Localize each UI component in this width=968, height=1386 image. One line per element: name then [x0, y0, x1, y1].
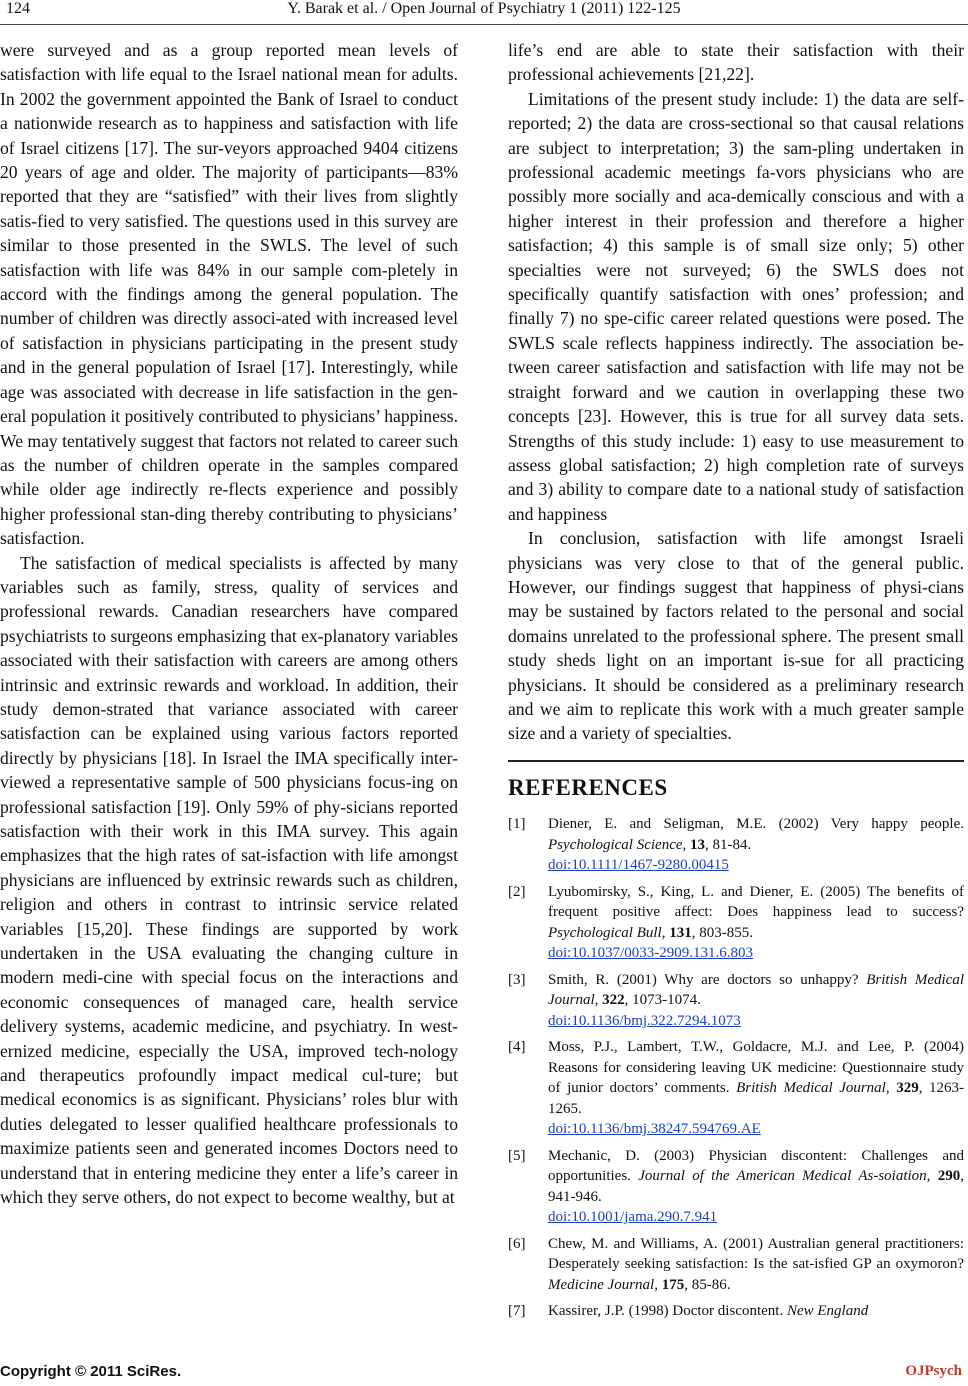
- reference-number: [7]: [508, 1303, 526, 1320]
- reference-pages: , 81-84.: [705, 836, 752, 853]
- reference-citation: Chew, M. and Williams, A. (2001) Australian general practitioners: Desperately seeking satisfaction: Is the sat-isfied GP an oxymoron?: [548, 1235, 964, 1273]
- doi-link[interactable]: doi:10.1136/bmj.322.7294.1073: [548, 1012, 741, 1029]
- reference-citation: Kassirer, J.P. (1998) Doctor discontent.: [548, 1303, 787, 1320]
- doi-link[interactable]: doi:10.1136/bmj.38247.594769.AE: [548, 1121, 761, 1138]
- reference-citation: Lyubomirsky, S., King, L. and Diener, E. (2005) The benefits of frequent positive affect: Does happiness lead to success?: [548, 883, 964, 921]
- reference-journal: Medicine Journal: [548, 1276, 655, 1293]
- reference-pages: , 1263-1265.: [548, 1080, 965, 1117]
- reference-number: [3]: [508, 971, 526, 988]
- reference-pages: , 803-855.: [691, 924, 753, 941]
- reference-text: [548, 882, 964, 964]
- reference-text: [548, 1234, 964, 1296]
- reference-volume: 175: [661, 1276, 685, 1293]
- reference-volume: 322: [602, 992, 625, 1009]
- page-number: 124: [6, 0, 30, 17]
- reference-volume: 329: [896, 1080, 919, 1097]
- body-paragraph: Limitations of the present study include: 1) the data are self-reported; 2) the data are cross-sectional so that causal relations are subject to interpretation; 3) the sam-pling undertaken in professional academic meetings fa-vors physicians who are possibly more socially and aca-demically conscious and with a higher interest in their profession and therefore a higher satisfaction; 4) this sample is of small size only; 5) other specialties were not surveyed; 6) the SWLS does not specifically quantify satisfaction with ones’ profession; and finally 7) no spe-cific career related questions were posed. The SWLS scale reflects happiness indirectly. The association be-tween career satisfaction and satisfaction with life may not be straight forward and we caution in overlapping these two concepts [23]. However, this is true for all survey data sets. Strengths of this study include: 1) easy to use measurement to assess global satisfaction; 2) high completion rate of surveys and 3) ability to compare date to a national study of satisfaction and happiness: [508, 88, 964, 524]
- reference-journal: Psychological Bull: [548, 924, 662, 941]
- body-paragraph: The satisfaction of medical specialists is affected by many variables such as family, stress, quality of services and professional rewards. Canadian researchers have compared psychiatrists to surgeons emphasizing that ex-planatory variables associated with their satisfaction with careers are among others intrinsic and extrinsic rewards and workload. In addition, their study demon-strated that variance associated with career satisfaction can be explained using various factors reported directly by physicians [18]. In Israel the IMA specifically inter-viewed a representative sample of 500 physicians focus-ing on professional satisfaction [19]. Only 59% of phy-sicians reported satisfaction with their work in this IMA survey. This again emphasizes that the high rates of sat-isfaction with life amongst physicians are influenced by extrinsic rewards such as children, religion and others in contrast to intrinsic service related variables [15,20]. These findings are supported by work undertaken in the USA evaluating the changing culture in modern medi-cine with special focus on the interactions and economic consequences of managed care, health service delivery systems, academic medicine, and psychiatry. In west-ernized medicine, especially the USA, improved tech-nology and therapeutics profoundly impact medical cul-ture; but medical economics is as significant. Physicians’ roles blur with duties delegated to lesser qualified healthcare professionals to maximize patients seen and generated incomes Doctors need to understand that in entering medicine they enter a life’s career in which they serve others, do not expect to become wealthy, but at: [0, 552, 458, 1208]
- reference-text: [548, 1037, 964, 1140]
- reference-item: [508, 1146, 964, 1228]
- left-column: [0, 38, 458, 1210]
- section-rule: [508, 760, 964, 762]
- running-head: Y. Barak et al. / Open Journal of Psychiatry 1 (2011) 122-125: [287, 0, 681, 17]
- reference-separator: ,: [654, 1276, 662, 1293]
- reference-text: [548, 814, 964, 876]
- reference-pages: , 1073-1074.: [624, 992, 701, 1009]
- reference-journal: British Medical Journal: [548, 971, 964, 1009]
- reference-item: [508, 882, 964, 964]
- references-heading: REFERENCES: [508, 774, 668, 800]
- reference-separator: ,: [661, 924, 670, 941]
- reference-citation: Diener, E. and Seligman, M.E. (2002) Very happy people.: [548, 816, 964, 833]
- reference-pages: , 941-946.: [548, 1168, 964, 1205]
- header-rule: [0, 24, 968, 25]
- body-paragraph: In conclusion, satisfaction with life amongst Israeli physicians was very close to that of the general public. However, our findings suggest that happiness of physi-cians may be sustained by factors related to the personal and social domains unrelated to the professional sphere. The present small study sheds light on an important is-sue for all practicing physicians. It should be considered as a preliminary research and we aim to replicate this work with a much greater sample size and a variety of specialties.: [508, 528, 964, 744]
- reference-item: [508, 1037, 964, 1140]
- reference-pages: , 85-86.: [684, 1276, 731, 1293]
- reference-item: [508, 1234, 964, 1296]
- doi-link[interactable]: doi:10.1111/1467-9280.00415: [548, 857, 729, 874]
- reference-item: [508, 814, 964, 876]
- body-paragraph: were surveyed and as a group reported mean levels of satisfaction with life equal to the Israel national mean for adults. In 2002 the government appointed the Bank of Israel to conduct a nationwide research as to happiness and satisfaction with life of Israel citizens [17]. The sur-veyors approached 9404 citizens 20 years of age and older. The majority of participants—83% reported that they are “satisfied” with their lives from slightly satis-fied to very satisfied. The questions used in this survey are similar to those presented in the SWLS. The level of such satisfaction with life was 84% in our sample com-pletely in accord with the findings among the general population. The number of children was directly associ-ated with increased level of satisfaction in physicians participating in the present study and in the general population of Israel [17]. Interestingly, while age was associated with decrease in life satisfaction in the gen-eral population it positively contributed to physicians’ happiness. We may tentatively suggest that factors not related to career such as the number of children operate in the samples compared while older age indirectly re-flects experience and possibly higher professional stan-ding thereby contributing to physicians’ satisfaction.: [0, 40, 459, 549]
- reference-number: [5]: [508, 1147, 526, 1164]
- reference-number: [6]: [508, 1235, 526, 1252]
- reference-citation: Mechanic, D. (2003) Physician discontent: Challenges and opportunities.: [548, 1147, 964, 1185]
- doi-link[interactable]: doi:10.1037/0033-2909.131.6.803: [548, 945, 753, 962]
- reference-citation: Moss, P.J., Lambert, T.W., Goldacre, M.J. and Lee, P. (2004) Reasons for considering leaving UK medicine: Questionnaire study of junior doctors’ comments.: [548, 1039, 964, 1097]
- reference-volume: 131: [669, 924, 692, 941]
- reference-volume: 290: [937, 1168, 961, 1185]
- reference-separator: ,: [682, 836, 691, 853]
- reference-number: [4]: [508, 1039, 526, 1056]
- reference-text: [548, 1146, 964, 1228]
- body-paragraph: life’s end are able to state their satisfaction with their professional achievements [21,22].: [508, 40, 964, 85]
- reference-item: [508, 970, 964, 1032]
- reference-separator: ,: [926, 1168, 938, 1185]
- reference-journal: Psychological Science: [548, 836, 683, 853]
- reference-number: [2]: [508, 883, 526, 900]
- journal-abbrev: OJPsych: [905, 1363, 962, 1379]
- reference-separator: ,: [594, 992, 603, 1009]
- reference-separator: ,: [885, 1080, 897, 1097]
- doi-link[interactable]: doi:10.1001/jama.290.7.941: [548, 1209, 718, 1226]
- reference-list: [508, 814, 964, 1322]
- reference-text: [548, 1301, 964, 1322]
- reference-citation: Smith, R. (2001) Why are doctors so unhappy?: [548, 971, 867, 988]
- copyright-notice: Copyright © 2011 SciRes.: [0, 1363, 182, 1380]
- reference-journal: New England: [786, 1303, 869, 1320]
- reference-text: [548, 970, 964, 1032]
- reference-volume: 13: [690, 836, 706, 853]
- reference-journal: Journal of the American Medical As-soiation: [638, 1168, 927, 1185]
- reference-number: [1]: [508, 816, 526, 833]
- reference-item: [508, 1301, 964, 1322]
- reference-journal: British Medical Journal: [736, 1080, 886, 1097]
- right-column: [508, 38, 964, 1328]
